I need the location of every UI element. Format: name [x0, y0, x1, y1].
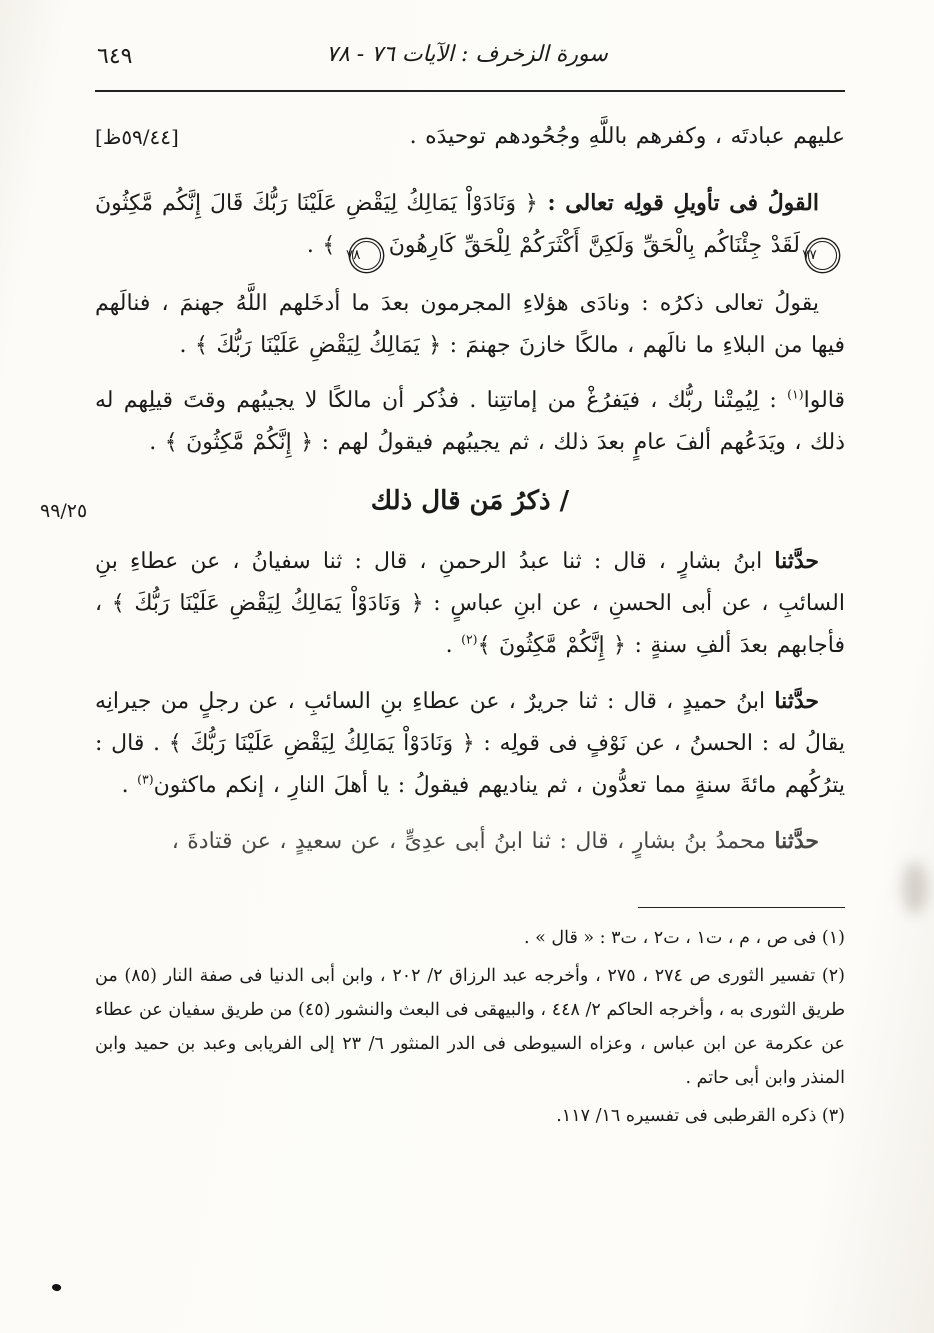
section-heading-block [40, 478, 845, 524]
taweel-paragraph [95, 182, 845, 270]
qalu-text-b: : لِيُمِتْنا ربُّك ، فيَفرُغْ من إماتتِنا . فذُكر أن مالكًا لا يجيبُهم وقتَ قيلِهم له ذلك ، ويَدَعُهم ألفَ عامٍ بعدَ ذلك ، ثم يجيبُهم فيقولُ لهم : [95, 388, 845, 456]
footnotes-section [95, 907, 845, 1133]
quran-quote-open: ﴿ وَنَادَوْاْ يَمَالِكُ لِيَقْضِ عَلَيْنَا رَبُّكَ قَالَ إِنَّكُم مَّكِثُونَ [95, 191, 538, 216]
ayah-78-badge: ٧٨ [352, 241, 381, 270]
page-header [0, 0, 934, 90]
continuation-paragraph [95, 116, 845, 158]
isnad-text-a: ابنُ بشارٍ ، قال : ثنا عبدُ الرحمنِ ، قال : ثنا سفيانُ ، عن عطاءِ بنِ السائبِ ، عن أبى الحسنِ ، عن ابنِ عباسٍ : [95, 549, 845, 617]
quran-quote-close: ﴾ . [306, 233, 336, 258]
sentence-period: . [121, 773, 138, 799]
running-header-title: سورة الزخرف : الآيات ٧٦ - ٧٨ [326, 42, 608, 67]
haddathana-lead: حدَّثنا [774, 828, 819, 855]
sentence-period: . [149, 430, 165, 456]
quran-quote: ﴿ إِنَّكُمْ مَّكِثُونَ ﴾ [164, 430, 314, 456]
qalu-text-a: قالوا [803, 388, 845, 414]
footnote-ref-2: (٢) [461, 631, 478, 647]
section-heading: / ذكرُ مَن قال ذلك [370, 486, 570, 517]
quran-quote: ﴿ يَمَالِكُ لِيَقْضِ عَلَيْنَا رَبُّكَ ﴾ [195, 333, 442, 359]
footnote-1: (١) فى ص ، م ، ت١ ، ت٢ ، ت٣ : « قال » . [524, 928, 845, 949]
margin-reference: ٩٩/٢٥ [40, 500, 88, 523]
continuation-text: عليهم عبادتَه ، وكفرهم باللَّهِ وجُحُودهم توحيدَه . [409, 124, 845, 149]
sentence-period: . [179, 333, 195, 359]
commentary-paragraph [95, 283, 845, 367]
quran-quote-continued: لَقَدْ جِئْنَاكُم بِالْحَقِّ وَلَكِنَّ أَكْثَرَكُمْ لِلْحَقِّ كَارِهُونَ [388, 233, 800, 258]
qalu-paragraph [95, 380, 845, 464]
ayah-77-badge: ٧٧ [808, 241, 837, 270]
footnote-ref-1: (١) [787, 386, 804, 402]
quran-quote: ﴿ وَنَادَوْاْ يَمَالِكُ لِيَقْضِ عَلَيْنَا رَبُّكَ ﴾ [111, 591, 424, 617]
footnote-2: (٢) تفسير الثورى ص ٢٧٤ ، ٢٧٥ ، وأخرجه عبد الرزاق ٢/ ٢٠٢ ، وابن أبى الدنيا فى صفة النار (٨٥) من طريق الثورى به ، وأخرجه الحاكم ٢/ ٤٤٨ ، والبيهقى فى البعث والنشور (٤٥) من طريق سفيان عن عطاء عن عكرمة عن ابن عباس ، وعزاه السيوطى فى الدر المنثور ٦/ ٢٣ إلى الفريابى وعبد بن حميد وابن المنذر وابن أبى حاتم . [95, 966, 845, 1089]
matn-text: . قال : يترُكُهم مائةَ سنةٍ مما تعدُّون ، ثم يناديهم فيقولُ : يا أهلَ النارِ ، إنكم ماكثون [95, 731, 845, 799]
hadith-paragraph-1 [95, 540, 845, 667]
folio-marker: [٥٩/٤٤ظ] [95, 125, 179, 149]
isnad-text-a: ابنُ حميدٍ ، قال : ثنا جريرٌ ، عن عطاءِ بنِ السائبِ ، عن رجلٍ من جيرانِه يقالُ له : الحسنُ ، عن نَوْفٍ فى قولِه : [95, 689, 845, 757]
footnote-3: (٣) ذكره القرطبى فى تفسيره ١٦/ ١١٧. [556, 1106, 845, 1127]
page-body [0, 92, 934, 1133]
haddathana-lead: حدَّثنا [774, 688, 819, 715]
scan-ink-speck [51, 1283, 62, 1293]
hadith-paragraph-2 [95, 680, 845, 807]
commentary-text: يقولُ تعالى ذكرُه : ونادَى هؤلاءِ المجرمون بعدَ ما أدخَلهم اللَّهُ جهنمَ ، فنالَهم فيها من البلاءِ ما نالَهم ، مالكًا خازنَ جهنمَ : [95, 291, 845, 359]
quran-quote: ﴿ وَنَادَوْاْ يَمَالِكُ لِيَقْضِ عَلَيْنَا رَبُّكَ ﴾ [168, 731, 475, 757]
taweel-lead: القولُ فى تأويلِ قولِه تعالى : [537, 190, 819, 216]
scan-edge-smudge [902, 862, 928, 914]
haddathana-lead: حدَّثنا [774, 548, 820, 575]
page-number: ٦٤٩ [97, 44, 133, 69]
hadith-paragraph-3 [95, 820, 845, 863]
footnotes-divider [638, 907, 845, 908]
isnad-text-b: ، فأجابهم بعدَ ألفِ سنةٍ : [95, 591, 845, 659]
footnote-ref-3: (٣) [137, 771, 154, 787]
quran-quote: ﴿ إِنَّكُمْ مَّكِثُونَ ﴾ [477, 633, 626, 659]
sentence-period: . [445, 633, 462, 659]
isnad-text: محمدُ بنُ بشارٍ ، قال : ثنا ابنُ أبى عدِىٍّ ، عن سعيدٍ ، عن قتادةَ ، [171, 829, 775, 855]
